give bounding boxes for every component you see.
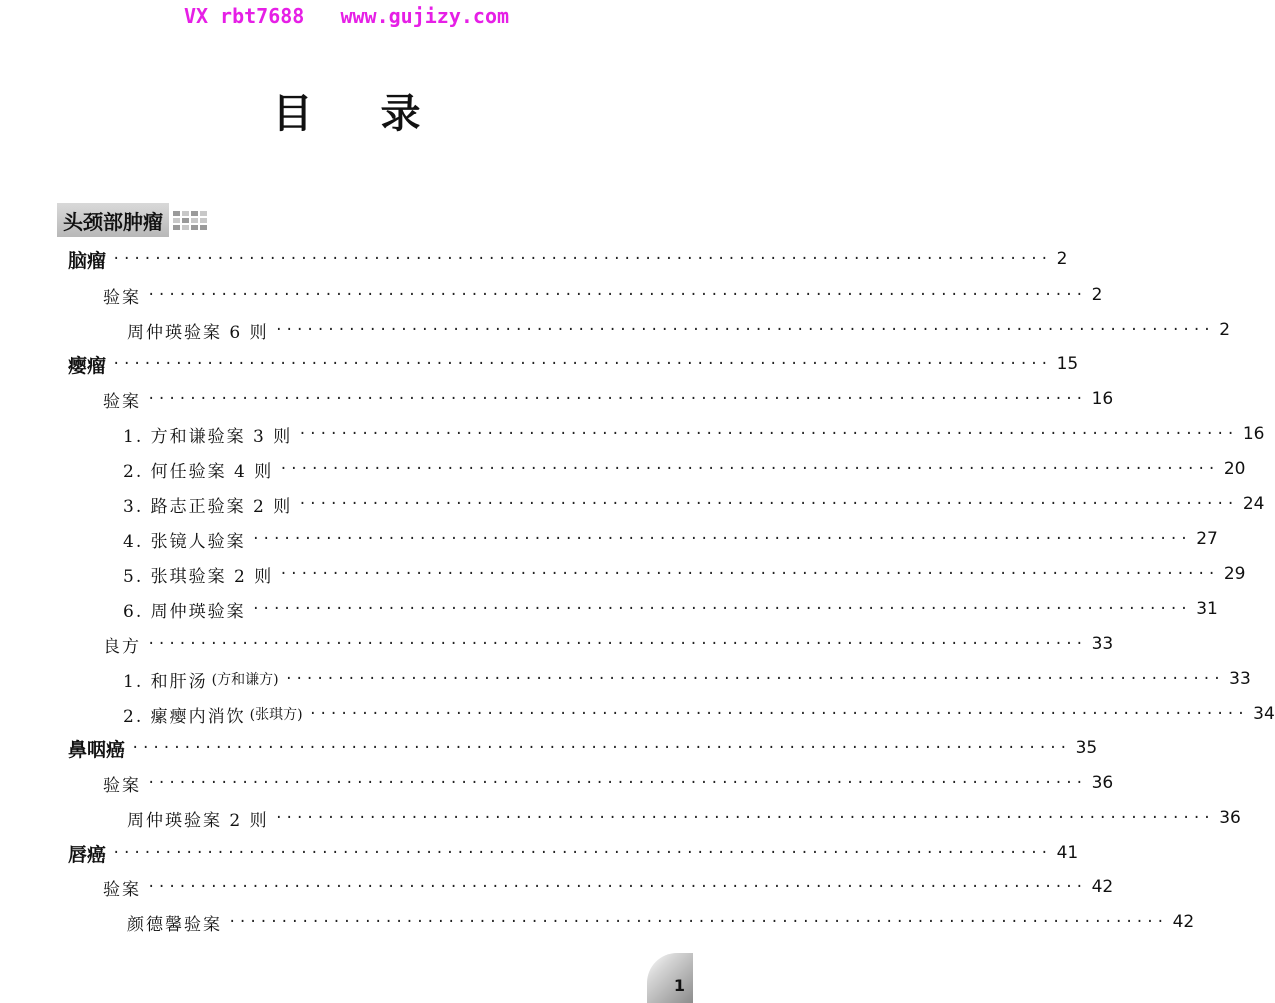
page-number: 1 <box>673 976 685 995</box>
toc-subsection-row[interactable] <box>0 873 1114 901</box>
toc-entry-label: 周仲瑛验案 6 则 <box>127 322 269 343</box>
toc-page-number: 35 <box>1075 738 1098 758</box>
dot-leader: ·························································································· <box>251 601 1191 617</box>
toc-entry-label: 瘿瘤 <box>68 354 107 377</box>
toc-entry-row[interactable] <box>0 595 1218 623</box>
dot-leader: ·························································································· <box>112 845 1051 861</box>
toc-subsection-row[interactable] <box>0 769 1114 797</box>
toc-chapter-row[interactable] <box>0 734 1098 762</box>
toc-entry-label: 验案 <box>103 391 141 412</box>
toc-page-number: 27 <box>1196 529 1218 549</box>
toc-entry-label: 周仲瑛验案 2 则 <box>127 810 269 831</box>
dot-leader: ·························································································· <box>131 740 1070 756</box>
toc-page-number: 29 <box>1223 564 1246 584</box>
toc-entry-label: 脑瘤 <box>68 249 107 272</box>
banner-decoration <box>173 211 207 230</box>
toc-entry-label: 5. 张琪验案 2 则 <box>123 566 274 587</box>
toc-entry-row[interactable] <box>0 804 1241 832</box>
watermark-text: VX rbt7688 www.gujizy.com <box>183 4 510 28</box>
dot-leader: ·························································································· <box>279 461 1218 477</box>
dot-leader: ·························································································· <box>112 251 1051 267</box>
toc-entry-row[interactable] <box>0 455 1246 483</box>
toc-page-number: 24 <box>1242 494 1265 514</box>
toc-page-number: 16 <box>1091 389 1114 409</box>
toc-entry-label: 1. 和肝汤 <box>123 671 208 692</box>
toc-page-number: 36 <box>1091 773 1114 793</box>
toc-entry-row[interactable] <box>0 316 1231 344</box>
toc-entry-label: 4. 张镜人验案 <box>123 531 246 552</box>
toc-page-number: 33 <box>1229 669 1251 689</box>
toc-entry-label: 唇癌 <box>68 843 107 866</box>
toc-page-number: 31 <box>1196 599 1218 619</box>
toc-page-number: 2 <box>1056 249 1068 269</box>
toc-chapter-row[interactable] <box>0 350 1079 378</box>
toc-page-number: 42 <box>1091 877 1114 897</box>
toc-entry-label: 颜德馨验案 <box>127 914 222 935</box>
toc-entry-row[interactable] <box>0 490 1265 518</box>
dot-leader: ·························································································· <box>308 706 1248 722</box>
dot-leader: ·························································································· <box>112 356 1051 372</box>
toc-entry-label: 2. 何任验案 4 则 <box>123 461 274 482</box>
toc-entry-label: 验案 <box>103 287 141 308</box>
toc-page-number: 2 <box>1091 285 1103 305</box>
toc-subsection-row[interactable] <box>0 281 1103 309</box>
toc-entry-row[interactable] <box>0 560 1246 588</box>
dot-leader: ·························································································· <box>147 775 1086 791</box>
toc-entry-row[interactable] <box>0 420 1265 448</box>
toc-entry-row[interactable] <box>0 665 1251 693</box>
toc-entry-label: 良方 <box>103 636 141 657</box>
toc-entry-note: (方和谦方) <box>211 672 279 688</box>
page-title: 目录 <box>272 90 489 137</box>
toc-page-number: 20 <box>1223 459 1246 479</box>
toc-page-number: 36 <box>1219 808 1241 828</box>
toc-entry-note: (张琪方) <box>249 707 303 723</box>
toc-entry-label: 验案 <box>103 879 141 900</box>
toc-entry-label: 2. 瘰瘿内消饮 <box>123 706 246 727</box>
dot-leader: ·························································································· <box>251 531 1191 547</box>
page-corner-curl <box>647 953 693 1003</box>
toc-chapter-row[interactable] <box>0 839 1079 867</box>
dot-leader: ·························································································· <box>298 496 1237 512</box>
toc-page-number: 33 <box>1091 634 1114 654</box>
toc-page-number: 16 <box>1242 424 1265 444</box>
toc-subsection-row[interactable] <box>0 630 1114 658</box>
toc-entry-row[interactable] <box>0 525 1218 553</box>
toc-entry-row[interactable] <box>0 908 1195 936</box>
dot-leader: ·························································································· <box>274 810 1214 826</box>
dot-leader: ·························································································· <box>147 391 1086 407</box>
dot-leader: ·························································································· <box>298 426 1237 442</box>
toc-page-number: 34 <box>1253 704 1275 724</box>
dot-leader: ·························································································· <box>147 636 1086 652</box>
toc-page-number: 42 <box>1172 912 1195 932</box>
toc-page-number: 41 <box>1056 843 1079 863</box>
dot-leader: ·························································································· <box>279 566 1218 582</box>
toc-entry-label: 鼻咽癌 <box>68 738 126 761</box>
toc-page-number: 2 <box>1219 320 1231 340</box>
section-banner <box>57 204 207 236</box>
toc-entry-label: 1. 方和谦验案 3 则 <box>123 426 293 447</box>
toc-entry-label: 6. 周仲瑛验案 <box>123 601 246 622</box>
dot-leader: ·························································································· <box>274 322 1214 338</box>
dot-leader: ·························································································· <box>284 671 1224 687</box>
dot-leader: ·························································································· <box>147 287 1086 303</box>
toc-entry-label: 3. 路志正验案 2 则 <box>123 496 293 517</box>
dot-leader: ·························································································· <box>228 914 1167 930</box>
dot-leader: ·························································································· <box>147 879 1086 895</box>
toc-chapter-row[interactable] <box>0 245 1068 273</box>
toc-entry-row[interactable] <box>0 700 1275 728</box>
section-heading: 头颈部肿瘤 <box>57 203 169 237</box>
toc-subsection-row[interactable] <box>0 385 1114 413</box>
toc-page-number: 15 <box>1056 354 1079 374</box>
toc-entry-label: 验案 <box>103 775 141 796</box>
